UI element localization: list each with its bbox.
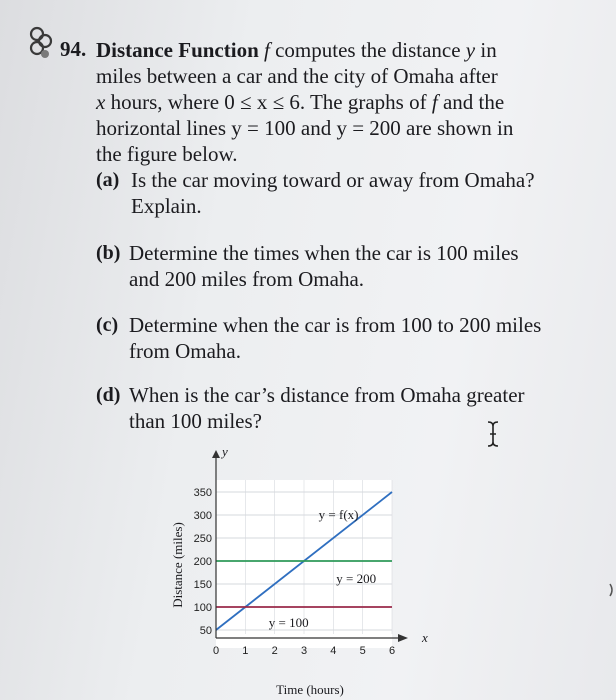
f-symbol-2: f bbox=[431, 90, 438, 114]
y-tick-label: 300 bbox=[193, 510, 212, 522]
y-symbol: y bbox=[465, 38, 476, 62]
x-tick-label: 0 bbox=[212, 645, 220, 657]
y-axis-arrow bbox=[212, 450, 220, 458]
y-tick-label: 200 bbox=[193, 556, 212, 568]
problem-number: 94. bbox=[60, 37, 87, 61]
y-axis-letter: y bbox=[222, 444, 228, 459]
series-annotation: y = 100 bbox=[268, 615, 309, 630]
y-tick-label: 50 bbox=[199, 625, 212, 637]
part-c-label: (c) bbox=[96, 314, 119, 336]
intro-text-3: hours, where 0 ≤ x ≤ 6. The graphs of bbox=[110, 90, 427, 114]
part-d-line-1: When is the car’s distance from Omaha greater bbox=[129, 383, 525, 407]
part-b-label: (b) bbox=[96, 242, 121, 264]
y-tick-label: 150 bbox=[193, 579, 212, 591]
intro-line-5: the figure below. bbox=[96, 142, 238, 166]
part-b-line-2: and 200 miles from Omaha. bbox=[129, 267, 365, 291]
and-the: and the bbox=[442, 90, 505, 114]
x-symbol: x bbox=[96, 90, 106, 114]
part-d-line-2: than 100 miles? bbox=[129, 409, 262, 433]
distance-graph bbox=[160, 440, 450, 700]
x-tick-label: 5 bbox=[359, 645, 366, 657]
part-d-label: (d) bbox=[96, 384, 121, 406]
series-annotation: y = 200 bbox=[336, 571, 377, 586]
exercise-badge-icon bbox=[28, 26, 54, 60]
y-tick-label: 250 bbox=[193, 533, 212, 545]
x-tick-label: 4 bbox=[330, 645, 337, 657]
intro-line-3 bbox=[96, 90, 504, 114]
part-c-line-2: from Omaha. bbox=[129, 339, 241, 363]
x-axis-letter: x bbox=[422, 630, 428, 645]
x-tick-label: 6 bbox=[388, 645, 396, 657]
series-annotation: y = f(x) bbox=[318, 507, 359, 522]
x-tick-label: 2 bbox=[271, 645, 278, 657]
y-tick-label: 100 bbox=[193, 602, 212, 614]
x-axis-label: Time (hours) bbox=[276, 682, 344, 697]
y-axis-label: Distance (miles) bbox=[170, 522, 185, 608]
problem-title: Distance Function bbox=[96, 38, 259, 62]
y-tick-label: 350 bbox=[193, 487, 212, 499]
part-a-label: (a) bbox=[96, 169, 120, 191]
x-tick-label: 1 bbox=[242, 645, 249, 657]
f-symbol: f bbox=[264, 38, 270, 62]
text-cursor-icon bbox=[485, 420, 501, 448]
intro-line-1 bbox=[96, 38, 497, 62]
intro-line-2: miles between a car and the city of Omaha after bbox=[96, 64, 498, 88]
intro-text-1: computes the distance bbox=[275, 38, 461, 62]
part-a-line-2: Explain. bbox=[131, 194, 202, 218]
intro-line-4: horizontal lines y = 100 and y = 200 are shown in bbox=[96, 116, 514, 140]
part-a-line-1: Is the car moving toward or away from Omaha? bbox=[131, 168, 535, 192]
page-edge-mark bbox=[608, 580, 616, 600]
part-c-line-1: Determine when the car is from 100 to 200 miles bbox=[129, 313, 542, 337]
part-b-line-1: Determine the times when the car is 100 miles bbox=[129, 241, 519, 265]
in-word: in bbox=[480, 38, 497, 62]
x-tick-label: 3 bbox=[300, 645, 308, 657]
x-axis-arrow bbox=[398, 634, 408, 642]
